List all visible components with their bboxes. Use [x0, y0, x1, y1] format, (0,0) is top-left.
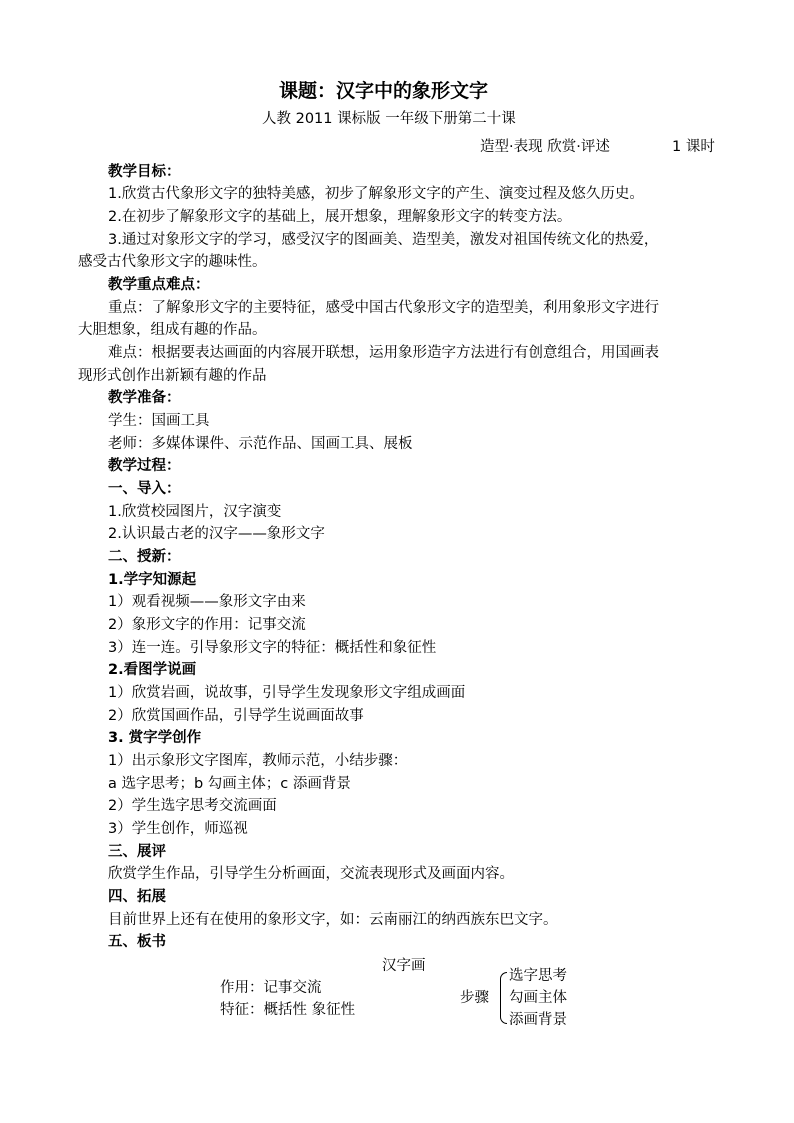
intro-heading: 一、导入： [108, 481, 181, 497]
page-subtitle: 人教 2011 课标版 一年级下册第二十课 [262, 111, 516, 127]
teach-sub2-item: 2）欣赏国画作品，引导学生说画面故事 [108, 708, 364, 724]
objective-item: 3.通过对象形文字的学习，感受汉字的图画美、造型美，激发对祖国传统文化的热爱， [108, 232, 659, 248]
keypoint-line: 现形式创作出新颖有趣的作品 [78, 368, 267, 384]
teach-heading: 二、授新： [108, 549, 181, 565]
board-use: 作用：记事交流 [220, 980, 322, 996]
teach-sub1-heading: 1.学字知源起 [108, 572, 197, 588]
teach-sub3-item: a 选字思考；b 勾画主体；c 添画背景 [108, 776, 351, 792]
board-steps-label: 步骤 [460, 990, 489, 1006]
review-heading: 三、展评 [108, 844, 166, 860]
preparation-heading: 教学准备： [108, 390, 181, 406]
teach-sub3-item: 3）学生创作，师巡视 [108, 821, 248, 837]
board-steps-brace [500, 972, 507, 1024]
teach-sub2-item: 1）欣赏岩画，说故事，引导学生发现象形文字组成画面 [108, 685, 466, 701]
teach-sub3-heading: 3. 赏字学创作 [108, 730, 202, 746]
extend-heading: 四、拓展 [108, 889, 166, 905]
teach-sub1-item: 3）连一连。引导象形文字的特征：概括性和象征性 [108, 640, 437, 656]
page-title: 课题：汉字中的象形文字 [279, 80, 489, 102]
board-step: 选字思考 [509, 968, 567, 984]
preparation-student: 学生：国画工具 [108, 413, 210, 429]
teach-sub1-item: 2）象形文字的作用：记事交流 [108, 617, 306, 633]
keypoint-line: 大胆想象，组成有趣的作品。 [78, 322, 267, 338]
keypoint-line: 难点：根据要表达画面的内容展开联想，运用象形造字方法进行有创意组合，用国画表 [108, 345, 659, 361]
preparation-teacher: 老师：多媒体课件、示范作品、国画工具、展板 [108, 436, 413, 452]
teach-sub3-item: 2）学生选字思考交流画面 [108, 798, 277, 814]
board-heading: 五、板书 [108, 934, 166, 950]
objective-item: 2.在初步了解象形文字的基础上，展开想象，理解象形文字的转变方法。 [108, 209, 572, 225]
objective-item: 感受古代象形文字的趣味性。 [78, 254, 267, 270]
objectives-heading: 教学目标： [108, 164, 181, 180]
intro-item: 2.认识最古老的汉字——象形文字 [108, 526, 325, 542]
keypoints-heading: 教学重点难点： [108, 277, 210, 293]
keypoint-line: 重点：了解象形文字的主要特征，感受中国古代象形文字的造型美，利用象形文字进行 [108, 300, 659, 316]
board-step: 添画背景 [509, 1012, 567, 1028]
review-text: 欣赏学生作品，引导学生分析画面，交流表现形式及画面内容。 [108, 866, 514, 882]
process-heading: 教学过程： [108, 458, 181, 474]
lesson-hours: 1 课时 [672, 139, 715, 155]
extend-text: 目前世界上还有在使用的象形文字，如：云南丽江的纳西族东巴文字。 [108, 912, 558, 928]
intro-item: 1.欣赏校园图片，汉字演变 [108, 504, 282, 520]
lesson-meta: 造型·表现 欣赏·评述 [480, 139, 610, 155]
board-title: 汉字画 [382, 958, 426, 974]
teach-sub1-item: 1）观看视频——象形文字由来 [108, 594, 306, 610]
objective-item: 1.欣赏古代象形文字的独特美感，初步了解象形文字的产生、演变过程及悠久历史。 [108, 186, 644, 202]
teach-sub2-heading: 2.看图学说画 [108, 662, 197, 678]
board-feature: 特征：概括性 象征性 [220, 1002, 356, 1018]
teach-sub3-item: 1）出示象形文字图库，教师示范，小结步骤： [108, 753, 408, 769]
board-step: 勾画主体 [509, 990, 567, 1006]
